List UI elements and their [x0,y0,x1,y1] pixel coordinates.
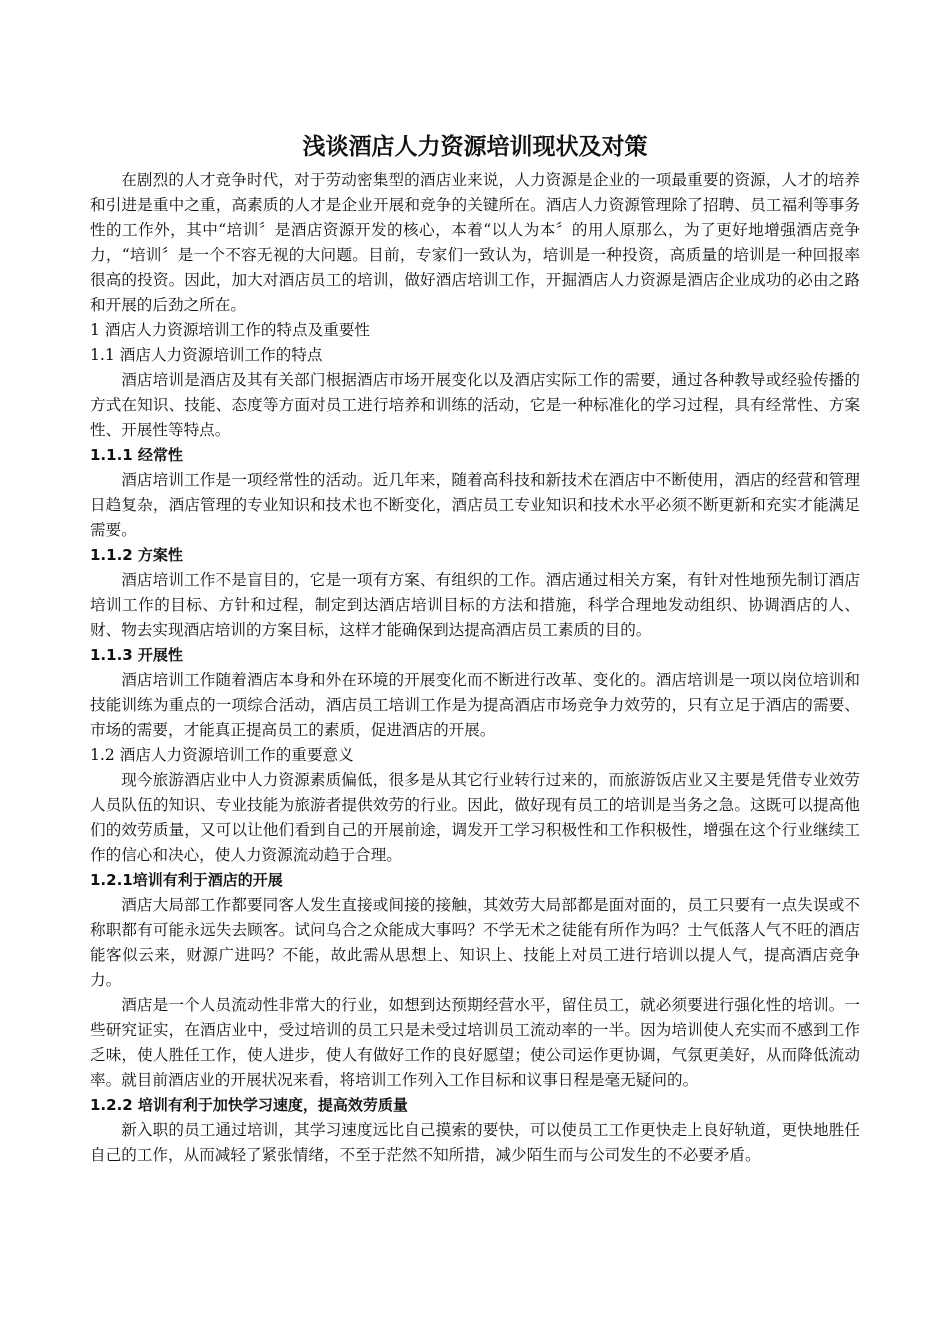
document-page [90,130,860,1168]
paragraph: 酒店培训是酒店及其有关部门根据酒店市场开展变化以及酒店实际工作的需要，通过各种教导或经验传播的方式在知识、技能、态度等方面对员工进行培养和训练的活动，它是一种标准化的学习过程，具有经常性、方案性、开展性等特点。 [90,371,860,439]
paragraph: 酒店培训工作不是盲目的，它是一项有方案、有组织的工作。酒店通过相关方案，有针对性地预先制订酒店培训工作的目标、方针和过程，制定到达酒店培训目标的方法和措施，科学合理地发动组织、协调酒店的人、财、物去实现酒店培训的方案目标，这样才能确保到达提高酒店员工素质的目的。 [90,571,860,639]
paragraph: 酒店培训工作随着酒店本身和外在环境的开展变化而不断进行改革、变化的。酒店培训是一项以岗位培训和技能训练为重点的一项综合活动，酒店员工培训工作是为提高酒店市场竞争力效劳的，只有立足于酒店的需要、市场的需要，才能真正提高员工的素质，促进酒店的开展。 [90,671,860,739]
sub-subsection-heading: 1.1.3 开展性 [90,646,183,664]
document-body [90,168,860,1168]
paragraph: 在剧烈的人才竞争时代，对于劳动密集型的酒店业来说，人力资源是企业的一项最重要的资源，人才的培养和引进是重中之重，高素质的人才是企业开展和竞争的关键所在。酒店人力资源管理除了招聘、员工福利等事务性的工作外，其中“培训〞是酒店资源开发的核心，本着“以人为本〞的用人原那么，为了更好地增强酒店竞争力，“培训〞是一个不容无视的大问题。目前，专家们一致认为，培训是一种投资，高质量的培训是一种回报率很高的投资。因此，加大对酒店员工的培训，做好酒店培训工作，开掘酒店人力资源是酒店企业成功的必由之路和开展的后劲之所在。 [90,171,860,314]
sub-subsection-heading: 1.1.1 经常性 [90,446,183,464]
paragraph: 酒店培训工作是一项经常性的活动。近几年来，随着高科技和新技术在酒店中不断使用，酒店的经营和管理日趋复杂，酒店管理的专业知识和技术也不断变化，酒店员工专业知识和技术水平必须不断更新和充实才能满足需要。 [90,471,860,539]
subsection-heading: 1.2 酒店人力资源培训工作的重要意义 [90,746,354,764]
sub-subsection-heading: 1.1.2 方案性 [90,546,183,564]
sub-subsection-heading: 1.2.2 培训有利于加快学习速度，提高效劳质量 [90,1096,408,1114]
paragraph: 现今旅游酒店业中人力资源素质偏低，很多是从其它行业转行过来的，而旅游饭店业又主要是凭借专业效劳人员队伍的知识、专业技能为旅游者提供效劳的行业。因此，做好现有员工的培训是当务之急。这既可以提高他们的效劳质量，又可以让他们看到自己的开展前途，调发开工学习积极性和工作积极性，增强在这个行业继续工作的信心和决心，使人力资源流动趋于合理。 [90,771,860,864]
paragraph: 新入职的员工通过培训，其学习速度远比自己摸索的要快，可以使员工工作更快走上良好轨道，更快地胜任自己的工作，从而减轻了紧张情绪，不至于茫然不知所措，减少陌生而与公司发生的不必要矛盾。 [90,1121,860,1164]
subsection-heading: 1.1 酒店人力资源培训工作的特点 [90,346,323,364]
page-title: 浅谈酒店人力资源培训现状及对策 [302,134,648,160]
paragraph: 酒店是一个人员流动性非常大的行业，如想到达预期经营水平，留住员工，就必须要进行强化性的培训。一些研究证实，在酒店业中，受过培训的员工只是未受过培训员工流动率的一半。因为培训使人充实而不感到工作乏味，使人胜任工作，使人进步，使人有做好工作的良好愿望；使公司运作更协调，气氛更美好，从而降低流动率。就目前酒店业的开展状况来看，将培训工作列入工作目标和议事日程是毫无疑问的。 [90,996,860,1089]
sub-subsection-heading: 1.2.1培训有利于酒店的开展 [90,871,283,889]
section-heading: 1 酒店人力资源培训工作的特点及重要性 [90,321,370,339]
paragraph: 酒店大局部工作都要同客人发生直接或间接的接触，其效劳大局部都是面对面的，员工只要有一点失误或不称职都有可能永远失去顾客。试问乌合之众能成大事吗？不学无术之徒能有所作为吗？士气低落人气不旺的酒店能客似云来，财源广进吗？不能，故此需从思想上、知识上、技能上对员工进行培训以提人气，提高酒店竞争力。 [90,896,860,989]
